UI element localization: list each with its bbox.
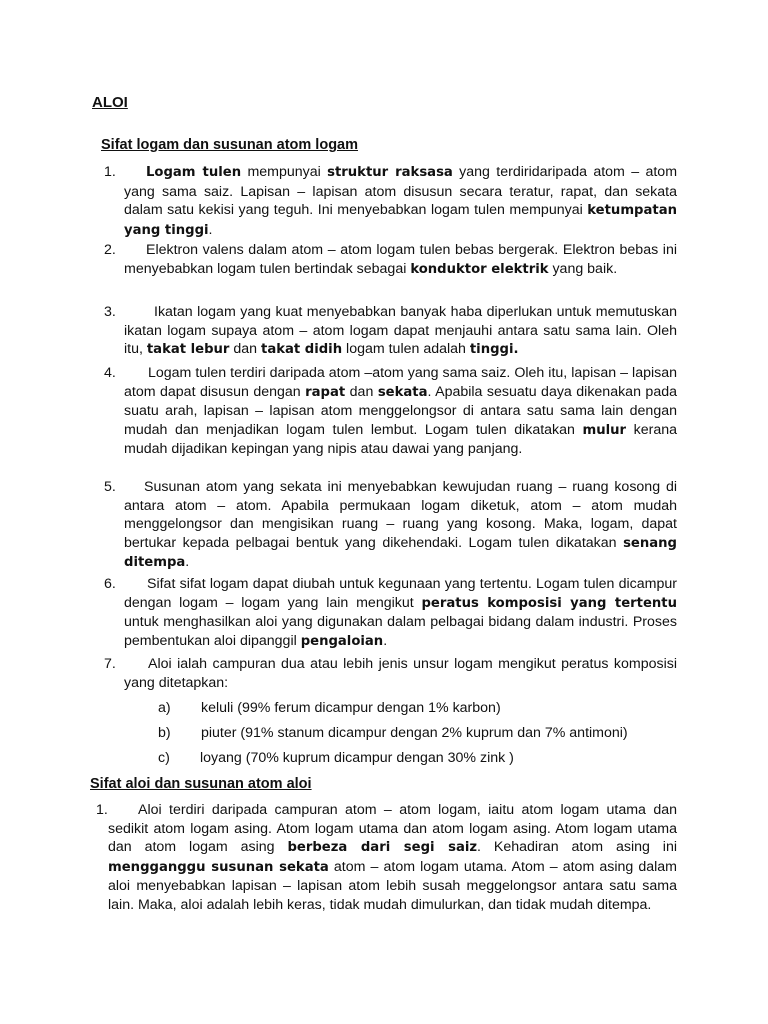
section-heading-logam: Sifat logam dan susunan atom logam — [101, 137, 359, 153]
text-run: Logam tulen terdiri daripada atom –atom yang sama saiz. Oleh itu, lapisan – lapisan atom dapat disusun dengan — [124, 365, 677, 400]
text-run: Sifat sifat logam dapat diubah untuk kegunaan yang tertentu. Logam tulen dicampur dengan logam – logam yang lain mengikut — [124, 576, 677, 611]
item-number: 6. — [104, 576, 116, 592]
text-run: yang baik. — [548, 260, 618, 277]
text-run: . — [383, 632, 388, 649]
list-item-3 — [104, 303, 677, 360]
sub-item-letter: b) — [158, 725, 171, 741]
item-body — [104, 575, 677, 651]
bold-term: takat didih — [261, 342, 343, 357]
list-item-7 — [104, 655, 677, 692]
item-body — [104, 303, 677, 360]
item-body — [96, 801, 677, 914]
bold-term: sekata — [377, 384, 428, 400]
item-body — [104, 478, 677, 573]
item-number: 4. — [104, 365, 116, 381]
text-run: Aloi terdiri daripada campuran atom – atom logam, iaitu atom logam utama dan sedikit atom logam asing. Atom logam utama dan atom logam asing. Atom logam utama dan atom logam asing — [108, 802, 677, 855]
sub-item-text: loyang (70% kuprum dicampur dengan 30% zink ) — [200, 750, 514, 766]
list-item-5 — [104, 478, 677, 573]
text-run: . — [185, 554, 190, 570]
list-item-6 — [104, 575, 677, 651]
list-item-1 — [104, 163, 677, 240]
item-body — [104, 655, 677, 692]
item-body — [104, 364, 677, 459]
bold-term: mulur — [582, 422, 627, 438]
bold-term: ketumpatan yang tinggi — [124, 203, 677, 238]
item-number: 1. — [96, 802, 108, 818]
item-body — [104, 241, 677, 279]
text-run: Ikatan logam yang kuat menyebabkan banyak haba diperlukan untuk memutuskan ikatan logam supaya atom – atom logam dapat menjauhi antara satu sama lain. Oleh itu, — [124, 304, 677, 357]
text-run: Susunan atom yang sekata ini menyebabkan kewujudan ruang – ruang kosong di antara atom – atom. Apabila permukaan logam diketuk, atom – atom mudah menggelongsor dan mengisikan ruang – ruang yang kosong. Maka, logam, dapat bertukar kepada pelbagai bentuk yang dikehendaki. Logam tulen dikatakan — [124, 479, 677, 551]
item-number: 7. — [104, 656, 116, 672]
text-run: dan — [229, 341, 262, 357]
bold-term: konduktor elektrik — [410, 261, 549, 277]
document-title: ALOI — [92, 94, 128, 111]
list-item-2 — [104, 241, 677, 279]
bold-term: rapat — [305, 384, 346, 400]
item-number: 5. — [104, 479, 116, 495]
list-item-aloi-1 — [96, 801, 677, 914]
item-body — [104, 163, 677, 240]
text-run: logam tulen adalah — [342, 341, 470, 357]
sub-item-letter: a) — [158, 700, 171, 716]
sub-item-text: piuter (91% stanum dicampur dengan 2% kuprum dan 7% antimoni) — [201, 725, 628, 741]
bold-term: Logam tulen — [146, 165, 242, 180]
section-heading-aloi: Sifat aloi dan susunan atom aloi — [90, 776, 312, 792]
bold-term: tinggi. — [469, 342, 519, 357]
sub-item-text: keluli (99% ferum dicampur dengan 1% karbon) — [201, 700, 501, 716]
list-item-4 — [104, 364, 677, 459]
text-run: kerana mudah dijadikan kepingan yang nipis atau dawai yang panjang. — [124, 421, 677, 457]
text-run: yang terdiridaripada atom – atom yang sama saiz. Lapisan – lapisan atom disusun secara teratur, rapat, dan sekata dalam satu kekisi yang teguh. Ini menyebabkan logam tulen mempunyai — [124, 164, 678, 218]
text-run: . Kehadiran atom asing ini — [477, 839, 677, 855]
text-run: mempunyai — [241, 164, 328, 180]
item-number: 1. — [104, 164, 116, 180]
text-run: . — [208, 221, 213, 238]
text-run: . Apabila sesuatu daya dikenakan pada suatu arah, lapisan – lapisan atom menggelongsor di antara satu sama lain dengan mudah dan menjadikan logam tulen lembut. Logam tulen dikatakan — [124, 383, 677, 438]
item-number: 2. — [104, 242, 116, 258]
bold-term: pengaloian — [300, 633, 384, 649]
bold-term: senang ditempa — [124, 535, 677, 570]
text-run: Elektron valens dalam atom – atom logam tulen bebas bergerak. Elektron bebas ini menyebabkan logam tulen bertindak sebagai — [124, 242, 677, 277]
sub-item-letter: c) — [158, 750, 170, 766]
bold-term: struktur raksasa — [327, 165, 453, 180]
text-run: untuk menghasilkan aloi yang digunakan dalam pelbagai bidang dalam industri. Proses pembentukan aloi dipanggil — [124, 614, 677, 649]
bold-term: takat lebur — [146, 342, 230, 357]
text-run: Aloi ialah campuran dua atau lebih jenis unsur logam mengikut peratus komposisi yang ditetapkan: — [124, 656, 677, 691]
item-number: 3. — [104, 304, 116, 320]
bold-term: berbeza dari segi saiz — [287, 840, 478, 855]
text-run: atom – atom logam utama. Atom – atom asing dalam aloi menyebabkan lapisan – lapisan atom lebih susah meggelongsor antara satu sama lain. Maka, aloi adalah lebih keras, tidak mudah dimulurkan, dan tidak mudah ditempa. — [108, 858, 677, 913]
text-run: dan — [345, 383, 378, 400]
bold-term: mengganggu susunan sekata — [108, 859, 329, 875]
bold-term: peratus komposisi yang tertentu — [421, 595, 677, 611]
